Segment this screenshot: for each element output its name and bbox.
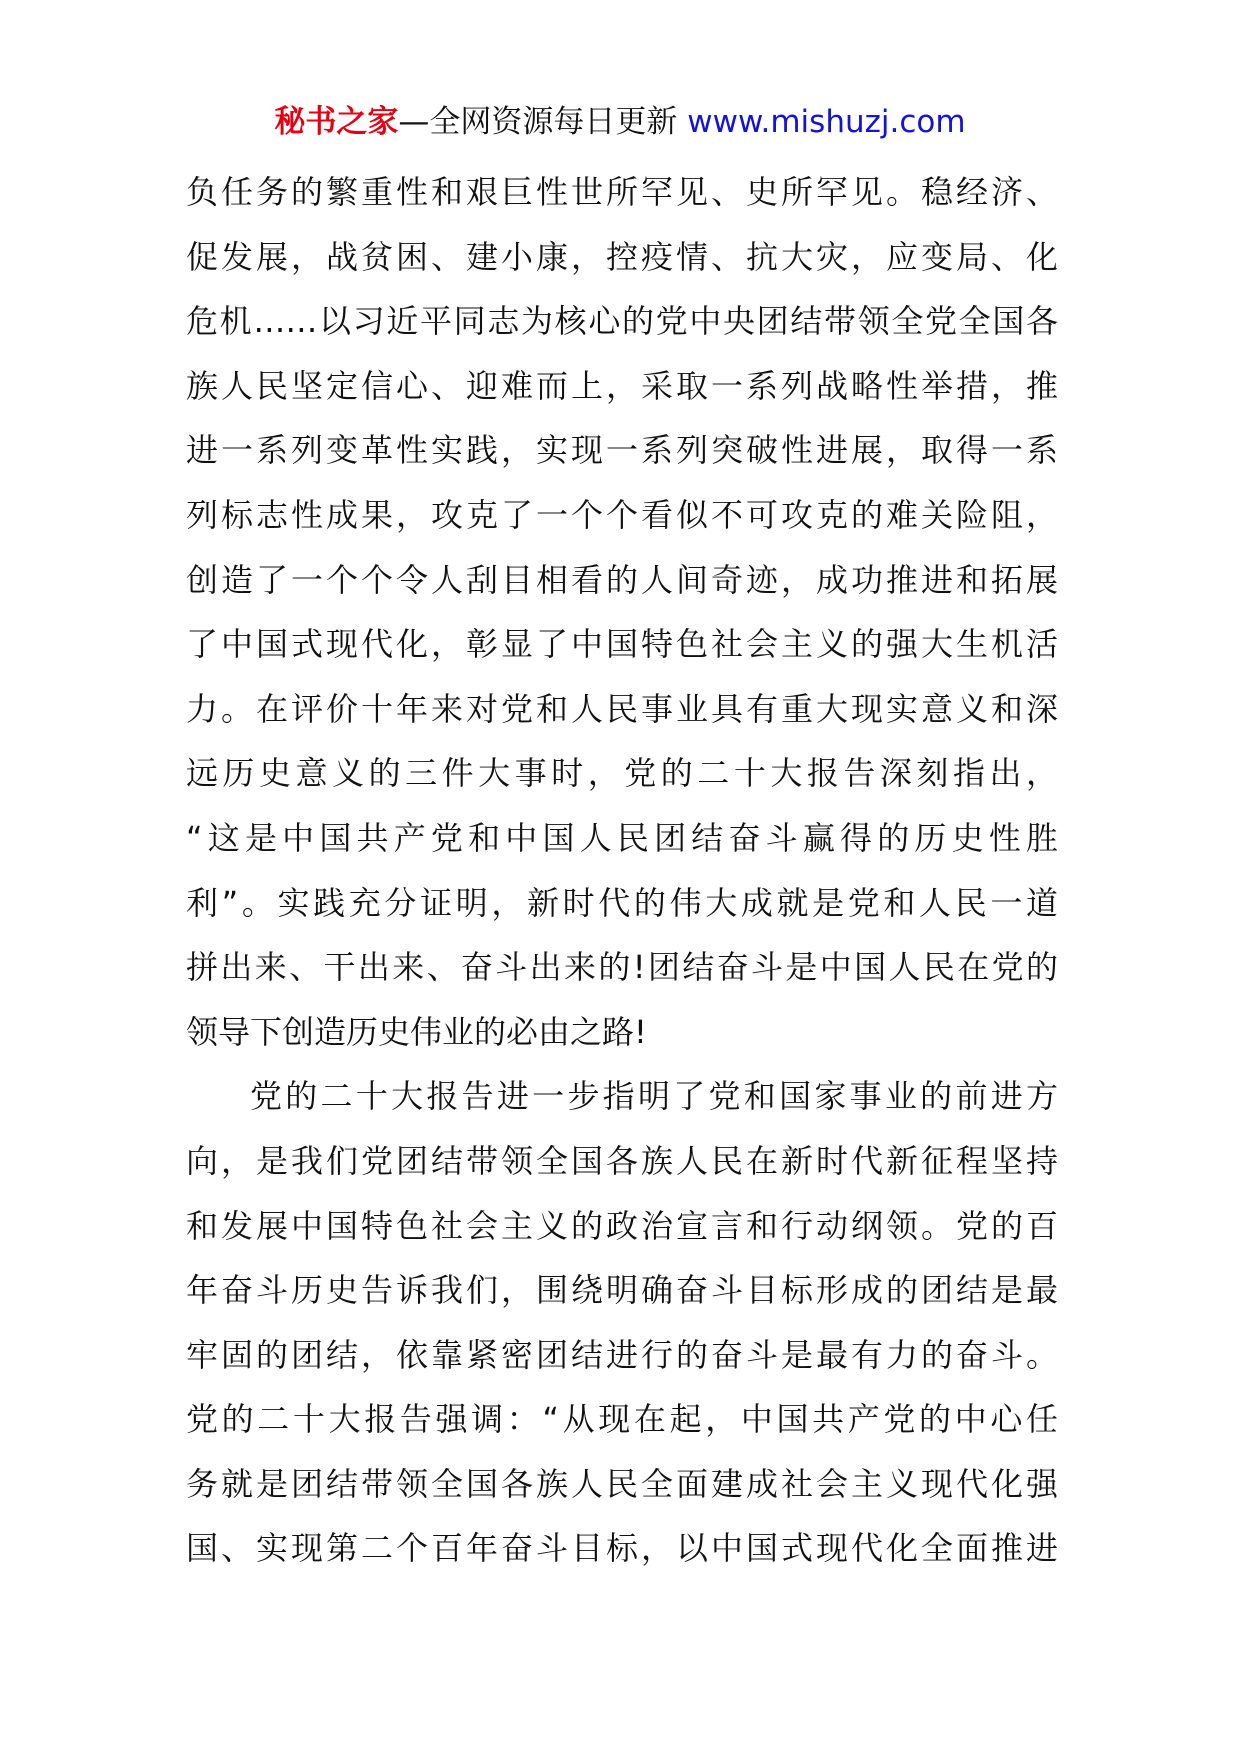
text-line: 拼出来、干出来、奋斗出来的!团结奋斗是中国人民在党的 [186, 948, 1058, 987]
text-line: 国、实现第二个百年奋斗目标，以中国式现代化全面推进 [186, 1529, 1058, 1568]
text-line: 牢固的团结，依靠紧密团结进行的奋斗是最有力的奋斗。 [186, 1335, 1058, 1374]
text-line: 远历史意义的三件大事时，党的二十大报告深刻指出， [186, 754, 1058, 793]
text-line: 年奋斗历史告诉我们，围绕明确奋斗目标形成的团结是最 [186, 1271, 1058, 1310]
text-line: 负任务的繁重性和艰巨性世所罕见、史所罕见。稳经济、 [186, 173, 1058, 211]
text-line: 进一系列变革性实践，实现一系列突破性进展，取得一系 [186, 431, 1058, 470]
paragraph-end-line: 领导下创造历史伟业的必由之路! [186, 1012, 647, 1051]
text-line: “这是中国共产党和中国人民团结奋斗赢得的历史性胜 [186, 818, 1058, 857]
site-header [0, 102, 1240, 142]
text-line: 党的二十大报告强调：“从现在起，中国共产党的中心任 [186, 1400, 1058, 1439]
text-line: 和发展中国特色社会主义的政治宣言和行动纲领。党的百 [186, 1206, 1058, 1245]
text-line: 促发展，战贫困、建小康，控疫情、抗大灾，应变局、化 [186, 237, 1058, 276]
text-line: 族人民坚定信心、迎难而上，采取一系列战略性举措，推 [186, 366, 1058, 405]
text-line: 列标志性成果，攻克了一个个看似不可攻克的难关险阻， [186, 495, 1058, 534]
site-url-link[interactable]: www.mishuzj.com [687, 104, 966, 140]
text-line: 向，是我们党团结带领全国各族人民在新时代新征程坚持 [186, 1141, 1058, 1180]
text-line: 力。在评价十年来对党和人民事业具有重大现实意义和深 [186, 689, 1058, 728]
text-line: 务就是团结带领全国各族人民全面建成社会主义现代化强 [186, 1464, 1058, 1503]
text-line: 创造了一个个令人刮目相看的人间奇迹，成功推进和拓展 [186, 560, 1058, 599]
brand-name: 秘书之家 [274, 104, 399, 140]
article-body [186, 160, 1058, 1581]
text-line: 利”。实践充分证明，新时代的伟大成就是党和人民一道 [186, 883, 1058, 922]
paragraph-start-line: 党的二十大报告进一步指明了党和国家事业的前进方 [250, 1077, 1058, 1116]
text-line: 了中国式现代化，彰显了中国特色社会主义的强大生机活 [186, 625, 1058, 664]
header-tagline: —全网资源每日更新 [398, 104, 678, 140]
text-line: 危机……以习近平同志为核心的党中央团结带领全党全国各 [186, 302, 1058, 341]
